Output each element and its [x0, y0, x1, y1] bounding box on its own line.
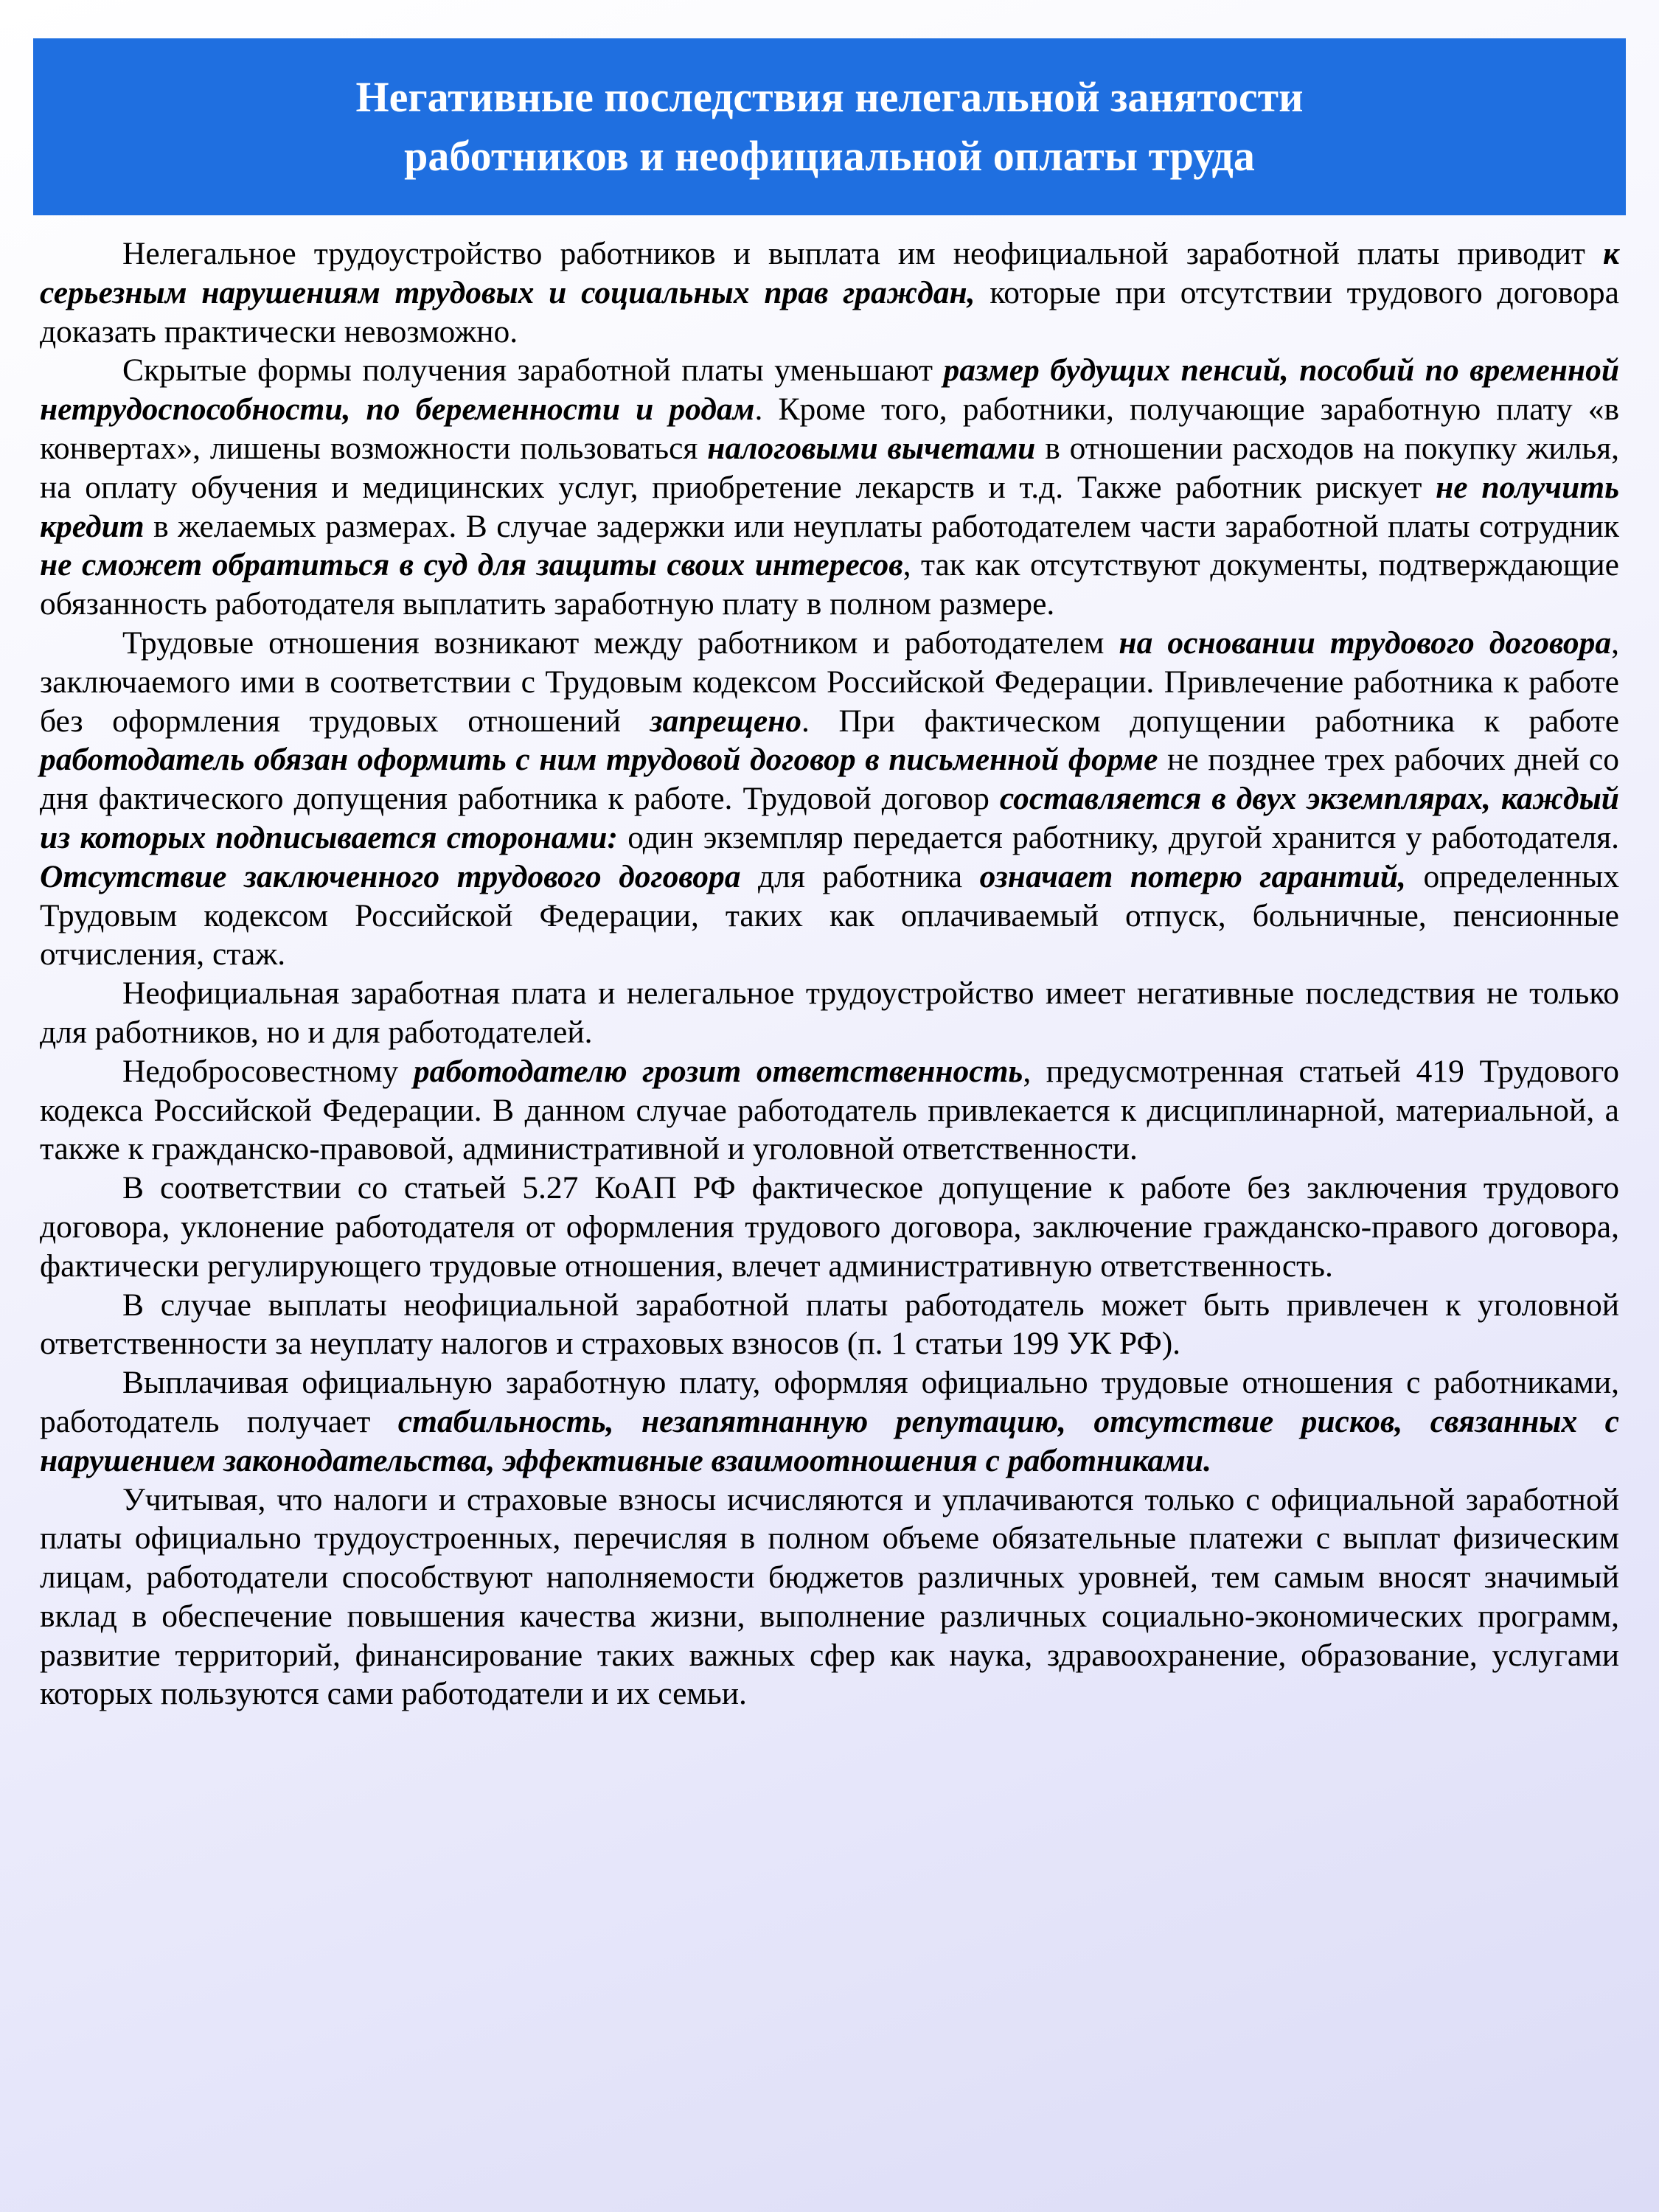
text-run: , заключаемого ими в соответствии с Трудовым кодексом Российской Федерации. Привлечение работника к работе без оформления трудовых отношений [40, 625, 1619, 739]
emphasized-text: Отсутствие заключенного трудового договора [40, 858, 741, 894]
title-line-1: Негативные последствия нелегальной занятости [355, 73, 1304, 121]
text-run: в отношении расходов на покупку жилья, на оплату обучения и медицинских услуг, приобретение лекарств и т.д. Также работник рискует [40, 430, 1619, 505]
text-run: . Кроме того, работники, получающие заработную плату «в конвертах», лишены возможности пользоваться [40, 392, 1620, 466]
text-run: не позднее трех рабочих дней со дня фактического допущения работника к работе. Трудовой договор [40, 742, 1619, 817]
text-run: . При фактическом допущении работника к работе [801, 703, 1619, 739]
text-run: Скрытые формы получения заработной платы уменьшают [122, 352, 944, 389]
paragraph-7 [40, 1286, 1619, 1364]
emphasized-text: стабильность, незапятнанную репутацию, отсутствие рисков, связанных с нарушением законодательства, эффективные взаимоотношения с работниками. [40, 1403, 1619, 1478]
text-run: Трудовые отношения возникают между работником и работодателем [122, 625, 1119, 661]
text-run: Нелегальное трудоустройство работников и выплата им неофициальной заработной платы приводит [122, 236, 1603, 271]
emphasized-text: размер будущих пенсий, пособий по временной нетрудоспособности, по беременности и родам [40, 352, 1620, 428]
emphasized-text: к серьезным нарушениям трудовых и социальных прав граждан, [40, 236, 1619, 310]
emphasized-text: не сможет обратиться в суд для защиты своих интересов [40, 547, 903, 583]
paragraph-6 [40, 1169, 1619, 1285]
emphasized-text: означает потерю гарантий, [979, 858, 1406, 894]
text-run: , предусмотренная статьей 419 Трудового кодекса Российской Федерации. В данном случае работодатель привлекается к дисциплинарной, материальной, а также к гражданско-правовой, административной и уголовной ответственности. [40, 1053, 1619, 1167]
text-run: Выплачивая официальную заработную плату, оформляя официально трудовые отношения с работниками, работодатель получает [40, 1365, 1619, 1439]
emphasized-text: работодателю грозит ответственность [413, 1053, 1023, 1089]
emphasized-text: запрещено [650, 703, 802, 739]
emphasized-text: работодатель обязан оформить с ним трудовой договор в письменной форме [40, 742, 1158, 778]
emphasized-text: налоговыми вычетами [707, 430, 1036, 466]
emphasized-text: на основании трудового договора [1119, 625, 1612, 661]
text-run: для работника [740, 858, 980, 894]
paragraph-4 [40, 974, 1619, 1052]
text-run: Недобросовестному [122, 1053, 414, 1089]
text-run: один экземпляр передается работнику, другой хранится у работодателя. [617, 819, 1619, 855]
paragraph-5 [40, 1052, 1619, 1169]
paragraph-2 [40, 351, 1619, 624]
text-run: Учитывая, что налоги и страховые взносы исчисляются и уплачиваются только с официальной заработной платы официально трудоустроенных, перечисляя в полном объеме обязательные платежи с выплат физическим лицам, работодатели способствуют наполняемости бюджетов различных уровней, тем самым вносят значимый вклад в обеспечение повышения качества жизни, выполнение различных социально-экономических программ, развитие территорий, финансирование таких важных сфер как наука, здравоохранение, образование, услугами которых пользуются сами работодатели и их семьи. [40, 1481, 1619, 1712]
body-text [40, 234, 1619, 1714]
text-run: В соответствии со статьей 5.27 КоАП РФ фактическое допущение к работе без заключения трудового договора, уклонение работодателя от оформления трудового договора, заключение гражданско-правого договора, фактически регулирующего трудовые отношения, влечет административную ответственность. [40, 1170, 1619, 1284]
emphasized-text: составляется в двух экземплярах, каждый из которых подписывается сторонами: [40, 781, 1619, 855]
paragraph-1 [40, 234, 1619, 351]
paragraph-8 [40, 1363, 1619, 1480]
text-run: которые при отсутствии трудового договора доказать практически невозможно. [40, 274, 1619, 349]
emphasized-text: не получить кредит [40, 469, 1619, 544]
title-banner [33, 38, 1626, 215]
text-run: определенных Трудовым кодексом Российской Федерации, таких как оплачиваемый отпуск, больничные, пенсионные отчисления, стаж. [40, 858, 1619, 973]
text-run: , так как отсутствуют документы, подтверждающие обязанность работодателя выплатить заработную плату в полном размере. [40, 547, 1619, 622]
title-line-2: работников и неофициальной оплаты труда [404, 132, 1255, 180]
paragraph-3 [40, 624, 1619, 974]
text-run: в желаемых размерах. В случае задержки или неуплаты работодателем части заработной платы сотрудник [144, 508, 1619, 544]
text-run: В случае выплаты неофициальной заработной платы работодатель может быть привлечен к уголовной ответственности за неуплату налогов и страховых взносов (п. 1 статьи 199 УК РФ). [40, 1287, 1619, 1362]
text-run: Неофициальная заработная плата и нелегальное трудоустройство имеет негативные последствия не только для работников, но и для работодателей. [40, 975, 1619, 1050]
paragraph-9 [40, 1481, 1619, 1714]
